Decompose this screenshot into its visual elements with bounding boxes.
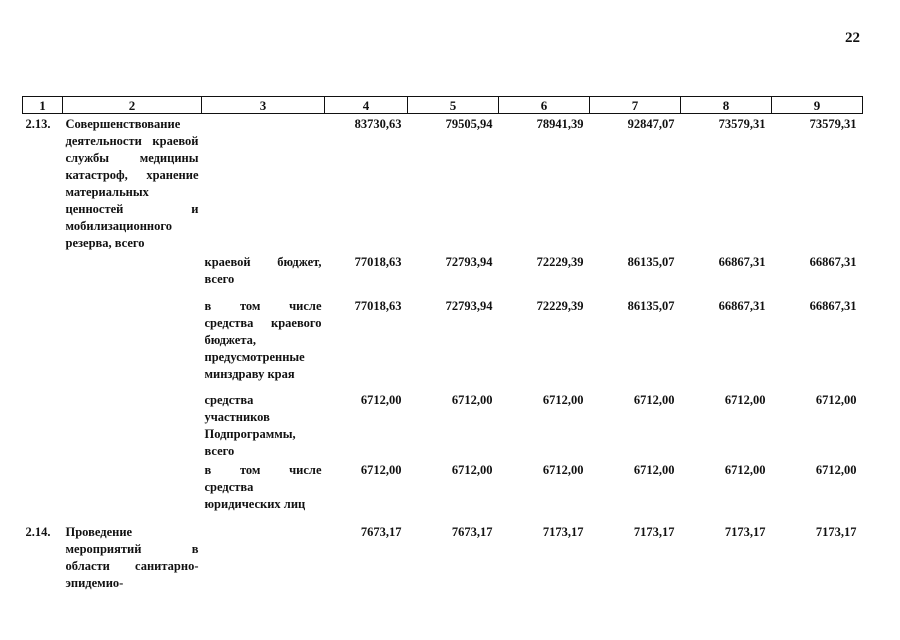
measure-name [63,252,202,296]
value-cell: 66867,31 [718,299,766,313]
header-cell: 5 [408,97,499,114]
value-cell: 6712,00 [542,463,584,477]
header-cell: 2 [63,97,202,114]
value-cell: 66867,31 [809,299,857,313]
row-number: 2.13. [25,117,51,131]
value-cell: 6712,00 [451,463,493,477]
funding-source: в том числе средства краевого бюджета, предусмотренные минздраву края [204,299,322,381]
value-cell: 78941,39 [536,117,584,131]
value-cell: 86135,07 [627,255,675,269]
row-number [23,252,63,296]
value-cell: 83730,63 [354,117,402,131]
value-cell: 6712,00 [724,463,766,477]
value-cell: 7673,17 [451,525,493,539]
budget-table [22,96,863,592]
value-cell: 73579,31 [809,117,857,131]
value-cell: 6712,00 [724,393,766,407]
value-cell: 66867,31 [809,255,857,269]
value-cell: 6712,00 [451,393,493,407]
header-cell: 4 [325,97,408,114]
table-row [23,252,863,296]
value-cell: 6712,00 [542,393,584,407]
value-cell: 66867,31 [718,255,766,269]
value-cell: 7173,17 [724,525,766,539]
header-cell: 1 [23,97,63,114]
value-cell: 7173,17 [633,525,675,539]
row-number [23,390,63,460]
value-cell: 6712,00 [633,393,675,407]
value-cell: 86135,07 [627,299,675,313]
table-row [23,114,863,253]
funding-source: краевой бюджет, всего [204,255,322,286]
funding-source [202,114,325,253]
value-cell: 6712,00 [633,463,675,477]
value-cell: 7673,17 [360,525,402,539]
header-cell: 3 [202,97,325,114]
funding-source: средства участников Подпрограммы, всего [204,393,296,458]
page-number: 22 [845,30,860,46]
value-cell: 73579,31 [718,117,766,131]
value-cell: 6712,00 [815,393,857,407]
measure-name [63,390,202,460]
table-row [23,390,863,460]
measure-name [63,460,202,520]
measure-name [63,296,202,390]
measure-name: Проведение мероприятий в области санитарно-эпидемио- [65,525,199,590]
value-cell: 6712,00 [360,463,402,477]
value-cell: 7173,17 [815,525,857,539]
row-number [23,460,63,520]
table-row [23,460,863,520]
header-cell: 9 [772,97,863,114]
table-row [23,296,863,390]
value-cell: 79505,94 [445,117,493,131]
table-row [23,520,863,592]
row-number: 2.14. [25,525,51,539]
header-cell: 6 [499,97,590,114]
value-cell: 72229,39 [536,299,584,313]
value-cell: 6712,00 [815,463,857,477]
row-number [23,296,63,390]
header-cell: 7 [590,97,681,114]
header-row [23,97,863,114]
value-cell: 72229,39 [536,255,584,269]
header-cell: 8 [681,97,772,114]
value-cell: 6712,00 [360,393,402,407]
value-cell: 7173,17 [542,525,584,539]
funding-source: в том числе средства юридических лиц [204,463,322,511]
value-cell: 72793,94 [445,299,493,313]
value-cell: 77018,63 [354,255,402,269]
funding-source [202,520,325,592]
value-cell: 92847,07 [627,117,675,131]
measure-name: Совершенствование деятельности краевой службы медицины катастроф, хранение материальных ценностей и мобилизационного резерва, всего [65,117,199,250]
value-cell: 77018,63 [354,299,402,313]
value-cell: 72793,94 [445,255,493,269]
